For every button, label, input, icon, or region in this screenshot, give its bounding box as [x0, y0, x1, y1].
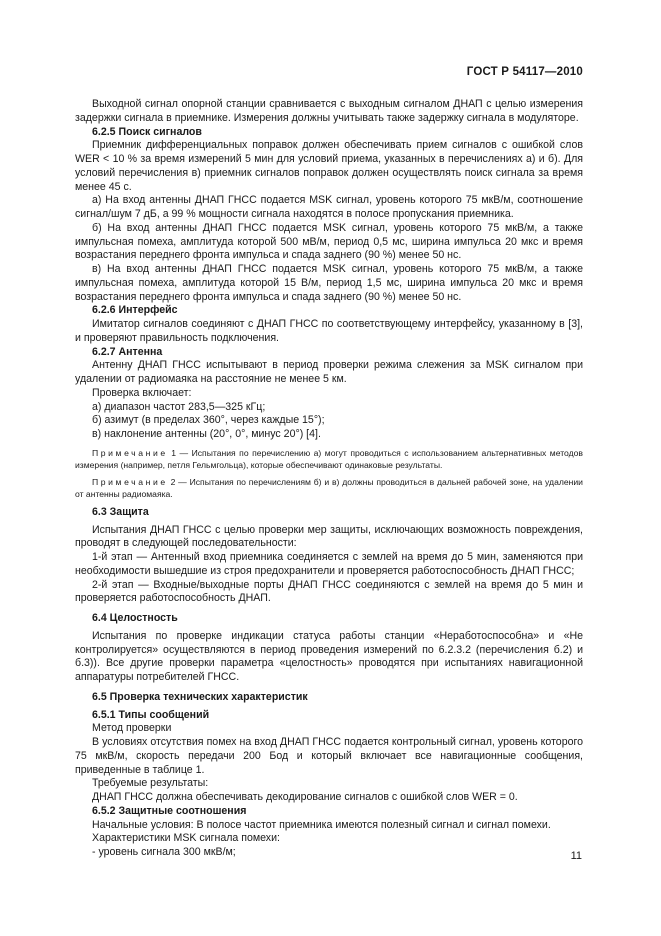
page-body — [75, 98, 583, 860]
page-number: 11 — [570, 850, 582, 862]
list-item: в) наклонение антенны (20°, 0°, минус 20°) [4]. — [92, 428, 321, 440]
paragraph: Испытания ДНАП ГНСС с целью проверки мер защиты, исключающих возможность повреждения, проводят в следующей последовательности: — [75, 523, 583, 550]
section-heading: 6.2.5 Поиск сигналов — [92, 125, 202, 138]
note-label: Примечание — [92, 476, 168, 487]
list-item: а) диапазон частот 283,5—325 кГц; — [92, 400, 266, 413]
paragraph: ДНАП ГНСС должна обеспечивать декодирование сигналов с ошибкой слов WER = 0. — [92, 791, 518, 803]
list-item: б) азимут (в пределах 360°, через каждые 15°); — [92, 414, 325, 427]
list-item: а) На вход антенны ДНАП ГНСС подается MSK сигнал, уровень которого 75 мкВ/м, соотношение сигнал/шум 7 дБ, а 99 % мощности сигнала находятся в полосе пропускания приемника. — [75, 194, 583, 220]
document-id-header: ГОСТ Р 54117—2010 — [466, 66, 583, 78]
paragraph: Характеристики MSK сигнала помехи: — [92, 832, 280, 845]
note-text: 2 — Испытания по перечислениям б) и в) должны проводиться в дальней рабочей зоне, на удалении от антенны радиомаяка. — [75, 476, 583, 499]
paragraph: Начальные условия: В полосе частот приемника имеются полезный сигнал и сигнал помехи. — [92, 818, 551, 831]
paragraph: Приемник дифференциальных поправок должен обеспечивать прием сигналов с ошибкой слов WER < 10 % за время измерений 5 мин для условий приема, указанных в перечислениях а) и б). Для условий перечисления в) приемник сигналов поправок должен осуществлять поиск сигнала за время менее 45 с. — [75, 139, 583, 193]
section-heading: 6.2.6 Интерфейс — [92, 304, 178, 317]
paragraph: Метод проверки — [92, 722, 172, 735]
section-heading: 6.5.2 Защитные соотношения — [92, 804, 247, 817]
paragraph: 1-й этап — Антенный вход приемника соединяется с землей на время до 5 мин, заменяются при необходимости вышедшие из строя предохранители и проверяется работоспособность ДНАП ГНСС; — [75, 551, 583, 577]
list-item: в) На вход антенны ДНАП ГНСС подается MSK сигнал, уровень которого 75 мкВ/м, а также импульсная помеха, амплитуда которой 15 В/м, период 1,5 мс, ширина импульса 20 мкс и время возрастания переднего фронта импульса и спада заднего (90 %) менее 50 нс. — [75, 263, 583, 303]
list-item: б) На вход антенны ДНАП ГНСС подается MSK сигнал, уровень которого 75 мкВ/м, а также импульсная помеха, амплитуда которой 500 мВ/м, период 0,5 мс, ширина импульса 20 мкс и время возрастания переднего фронта импульса и спада заднего (90 %) менее 50 нс. — [75, 221, 583, 262]
paragraph: Антенну ДНАП ГНСС испытывают в период проверки режима слежения за MSK сигналом при удалении от радиомаяка на расстояние не менее 5 км. — [75, 359, 583, 385]
paragraph: В условиях отсутствия помех на вход ДНАП ГНСС подается контрольный сигнал, уровень которого 75 мкВ/м, скорость передачи 200 Бод и который включает все навигационные сообщения, приведенные в таблице 1. — [75, 736, 583, 776]
section-heading: 6.5 Проверка технических характеристик — [92, 690, 308, 703]
paragraph: Проверка включает: — [92, 386, 192, 399]
section-heading: 6.5.1 Типы сообщений — [92, 708, 210, 721]
note-text: 1 — Испытания по перечислению а) могут проводиться с использованием альтернативных методов измерения (например, петля Гельмгольца), которые обеспечивают одинаковые результаты. — [75, 447, 583, 470]
note — [75, 447, 583, 471]
section-heading: 6.3 Защита — [92, 505, 149, 518]
paragraph: 2-й этап — Входные/выходные порты ДНАП ГНСС соединяются с землей на время до 5 мин и проверяется работоспособность ДНАП. — [75, 578, 583, 605]
list-item: - уровень сигнала 300 мкВ/м; — [92, 846, 236, 858]
section-heading: 6.4 Целостность — [92, 612, 178, 624]
note — [75, 476, 583, 500]
paragraph: Выходной сигнал опорной станции сравнивается с выходным сигналом ДНАП с целью измерения задержки сигнала в приемнике. Измерения должны учитывать также задержку сигнала в модуляторе. — [75, 98, 583, 124]
paragraph: Имитатор сигналов соединяют с ДНАП ГНСС по соответствующему интерфейсу, указанному в [3], и проверяют правильность подключения. — [75, 318, 583, 344]
paragraph: Испытания по проверке индикации статуса работы станции «Неработоспособна» и «Не контролируется» осуществляются в период проведения измерений по 6.2.3.2 (перечисления б.2) и б.3)). Все другие проверки параметра «целостность» проводятся при испытаниях навигационной аппаратуры потребителей ГНСС. — [75, 629, 583, 683]
note-label: Примечание — [92, 447, 168, 458]
section-heading: 6.2.7 Антенна — [92, 345, 163, 358]
paragraph: Требуемые результаты: — [92, 777, 209, 790]
